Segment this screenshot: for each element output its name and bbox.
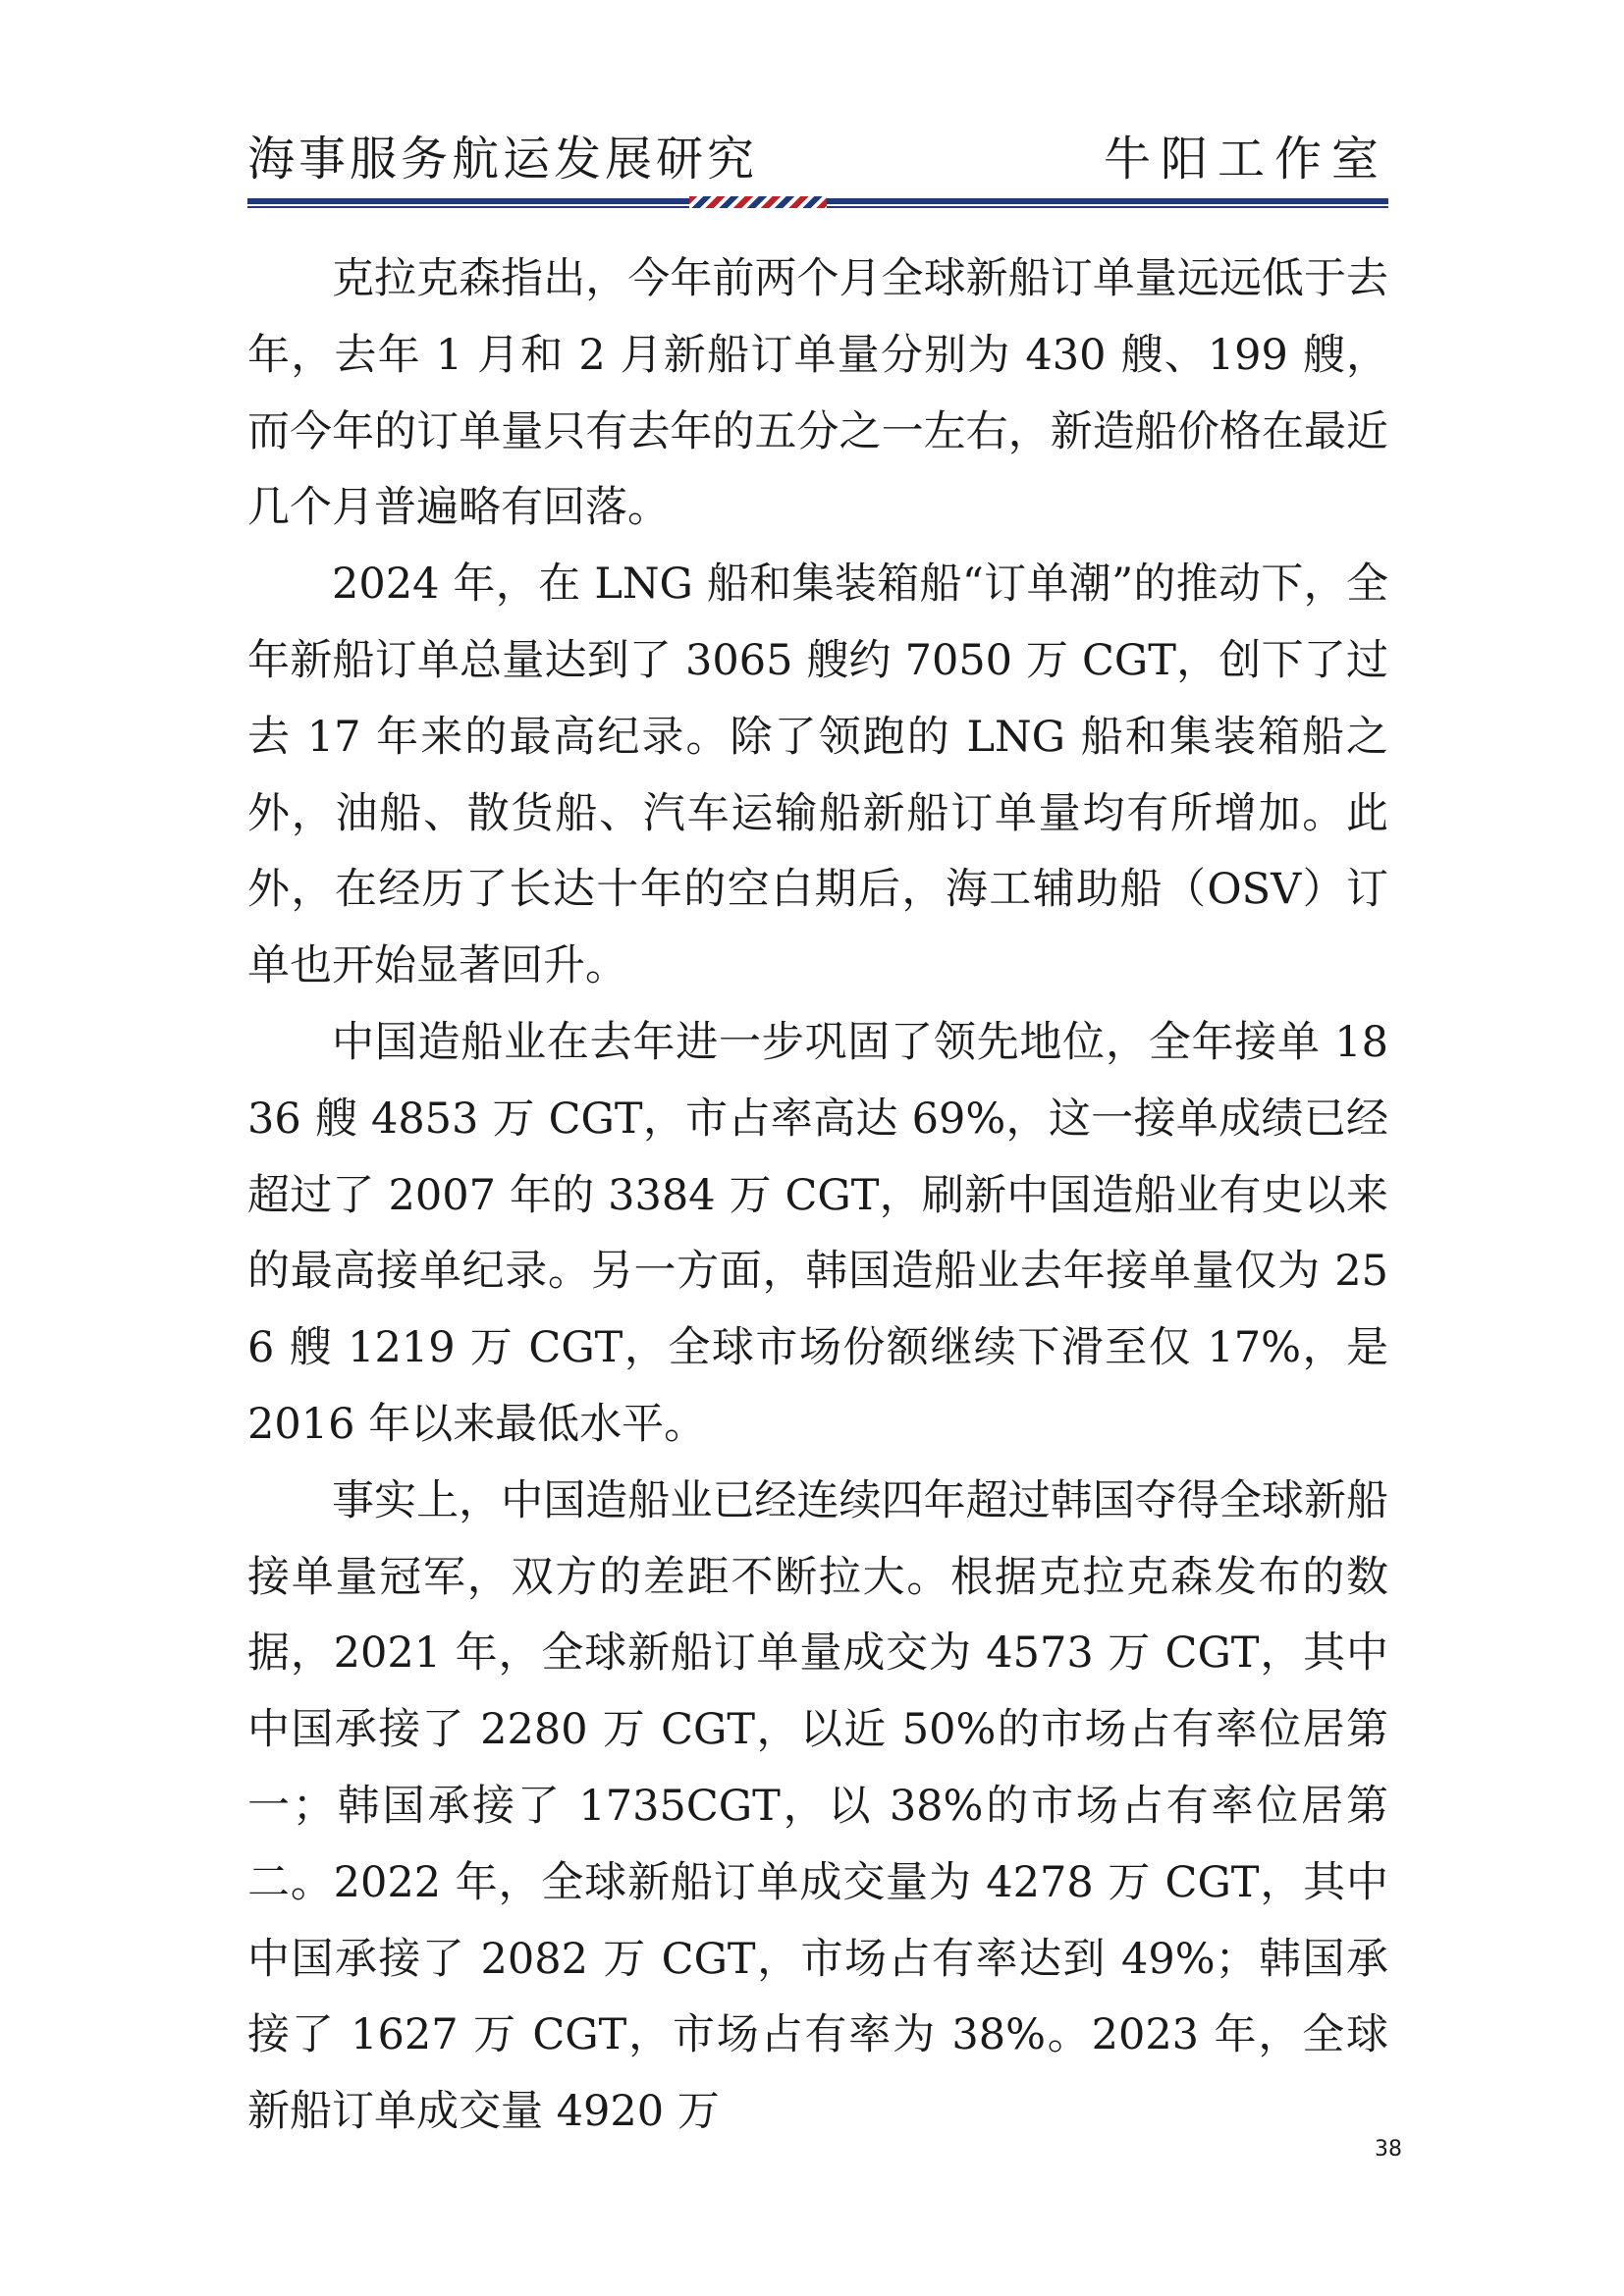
body-text: [247, 241, 1388, 2151]
paragraph-1: 克拉克森指出，今年前两个月全球新船订单量远远低于去年，去年 1 月和 2 月新船订单量分别为 430 艘、199 艘，而今年的订单量只有去年的五分之一左右，新造船价格在最近几个月普遍略有回落。: [247, 254, 1388, 533]
header-title-right: 牛阳工作室: [1103, 132, 1388, 187]
page-number: 38: [1375, 2137, 1402, 2162]
paragraph-4: 事实上，中国造船业已经连续四年超过韩国夺得全球新船接单量冠军，双方的差距不断拉大。根据克拉克森发布的数据，2021 年，全球新船订单量成交为 4573 万 CGT，其中中国承接了 2280 万 CGT，以近 50%的市场占有率位居第一；韩国承接了 1735CGT，以 38%的市场占有率位居第二。2022 年，全球新船订单成交量为 4278 万 CGT，其中中国承接了 2082 万 CGT，市场占有率达到 49%；韩国承接了 1627 万 CGT，市场占有率为 38%。2023 年，全球新船订单成交量 4920 万: [247, 1475, 1388, 2137]
page-header: [247, 126, 1388, 192]
header-title-left: 海事服务航运发展研究: [247, 132, 759, 187]
paragraph-2: 2024 年，在 LNG 船和集装箱船“订单潮”的推动下，全年新船订单总量达到了 3065 艘约 7050 万 CGT，创下了过去 17 年来的最高纪录。除了领跑的 LNG 船和集装箱船之外，油船、散货船、汽车运输船新船订单量均有所增加。此外，在经历了长达十年的空白期后，海工辅助船（OSV）订单也开始显著回升。: [247, 560, 1388, 991]
header-rule-accent-stripe: [689, 196, 827, 208]
paragraph-3: 中国造船业在去年进一步巩固了领先地位，全年接单 1836 艘 4853 万 CGT，市占率高达 69%，这一接单成绩已经超过了 2007 年的 3384 万 CGT，刷新中国造船业有史以来的最高接单纪录。另一方面，韩国造船业去年接单量仅为 256 艘 1219 万 CGT，全球市场份额继续下滑至仅 17%，是 2016 年以来最低水平。: [247, 1017, 1388, 1449]
